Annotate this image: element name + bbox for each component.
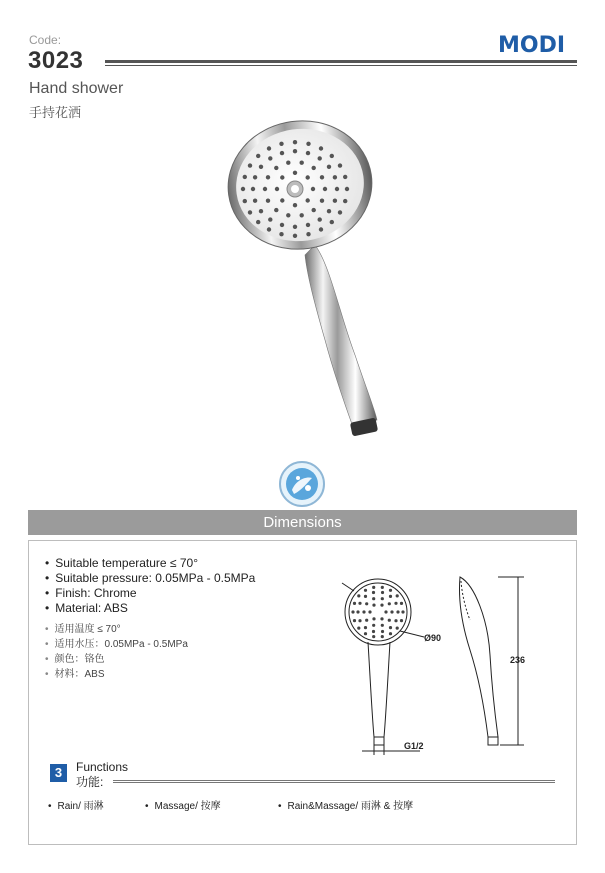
diameter-label: Ø90 — [424, 633, 442, 643]
nozzle-dot — [279, 232, 283, 236]
drawing-nozzle-dot — [401, 610, 404, 613]
spec-item: • Finish: Chrome — [45, 586, 255, 601]
hand-shower-photo — [215, 115, 395, 445]
nozzle-dot — [327, 165, 331, 169]
nozzle-dot — [280, 198, 284, 202]
drawing-nozzle-dot — [372, 624, 375, 627]
drawing-nozzle-dot — [396, 594, 399, 597]
drawing-nozzle-dot — [372, 597, 375, 600]
nozzle-dot — [268, 217, 272, 221]
drawing-nozzle-dot — [381, 591, 384, 594]
drawing-nozzle-dot — [394, 602, 397, 605]
function-item-rain: • Rain/ 雨淋 — [48, 797, 104, 812]
nozzle-dot — [333, 199, 337, 203]
drawing-nozzle-dot — [356, 610, 359, 613]
drawing-nozzle-dot — [372, 617, 375, 620]
nozzle-dot — [267, 146, 271, 150]
nozzle-dot — [274, 166, 278, 170]
drawing-nozzle-dot — [394, 619, 397, 622]
drawing-nozzle-dot — [389, 626, 392, 629]
nozzle-dot — [293, 149, 297, 153]
nozzle-dot — [243, 175, 247, 179]
nozzle-dot — [300, 213, 304, 217]
nozzle-dot — [268, 156, 272, 160]
drawing-nozzle-dot — [364, 626, 367, 629]
nozzle-dot — [311, 187, 315, 191]
function-item-massage: • Massage/ 按摩 — [145, 797, 221, 812]
nozzle-dot — [335, 187, 339, 191]
drawing-nozzle-dot — [381, 597, 384, 600]
nozzle-dot — [306, 151, 310, 155]
drawing-nozzle-dot — [388, 619, 391, 622]
nozzle-dot — [338, 163, 342, 167]
drawing-nozzle-dot — [388, 602, 391, 605]
dimensions-bar: Dimensions — [28, 510, 577, 535]
drawing-nozzle-dot — [357, 627, 360, 630]
nozzle-dot — [306, 232, 310, 236]
nozzle-dot — [293, 203, 297, 207]
drawing-nozzle-dot — [400, 602, 403, 605]
drawing-nozzle-dot — [389, 589, 392, 592]
code-label: Code: — [29, 33, 62, 47]
specs-en-list — [45, 556, 255, 616]
drawing-nozzle-dot — [380, 617, 383, 620]
nozzle-dot — [300, 161, 304, 165]
drawing-nozzle-dot — [390, 610, 393, 613]
title-rule-thin — [105, 65, 577, 66]
drawing-nozzle-dot — [353, 619, 356, 622]
spec-item-cn: • 颜色：铬色 — [45, 652, 188, 667]
brand-logo: MODI — [498, 33, 566, 58]
drawing-nozzle-dot — [396, 627, 399, 630]
spec-item: • Suitable pressure: 0.05MPa - 0.5MPa — [45, 571, 255, 586]
drawing-nozzle-dot — [381, 624, 384, 627]
specs-cn-list — [45, 622, 188, 682]
nozzle-dot — [266, 175, 270, 179]
drawing-nozzle-dot — [358, 619, 361, 622]
spec-item: • Material: ABS — [45, 601, 255, 616]
nozzle-dot — [275, 187, 279, 191]
drawing-nozzle-dot — [353, 602, 356, 605]
nozzle-dot — [330, 220, 334, 224]
nozzle-dot — [338, 210, 342, 214]
nozzle-dot — [241, 187, 245, 191]
water-spray-badge-icon — [278, 460, 326, 508]
nozzle-dot — [280, 151, 284, 155]
nozzle-dot — [312, 166, 316, 170]
nozzle-dot — [343, 199, 347, 203]
nozzle-dot — [345, 187, 349, 191]
nozzle-dot — [330, 154, 334, 158]
nozzle-dot — [286, 213, 290, 217]
nozzle-dot — [266, 199, 270, 203]
nozzle-dot — [256, 220, 260, 224]
nozzle-dot — [248, 163, 252, 167]
functions-rule-thin — [113, 782, 555, 783]
nozzle-dot — [253, 175, 257, 179]
drawing-nozzle-dot — [364, 589, 367, 592]
nozzle-dot — [259, 165, 263, 169]
drawing-nozzle-dot — [368, 610, 371, 613]
nozzle-dot — [306, 175, 310, 179]
thread-label: G1/2 — [404, 741, 424, 751]
nozzle-dot — [293, 225, 297, 229]
nozzle-dot — [267, 227, 271, 231]
length-label: 236 — [510, 655, 526, 665]
drawing-nozzle-dot — [389, 595, 392, 598]
drawing-nozzle-dot — [358, 602, 361, 605]
nozzle-dot — [274, 208, 278, 212]
nozzle-dot — [280, 175, 284, 179]
nozzle-dot — [306, 198, 310, 202]
drawing-nozzle-dot — [351, 610, 354, 613]
drawing-nozzle-dot — [381, 630, 384, 633]
nozzle-dot — [319, 227, 323, 231]
nozzle-dot — [280, 223, 284, 227]
spec-item-cn: • 材料：ABS — [45, 667, 188, 682]
drawing-nozzle-dot — [364, 595, 367, 598]
spec-item: • Suitable temperature ≤ 70° — [45, 556, 255, 571]
spec-item-cn: • 适用水压：0.05MPa - 0.5MPa — [45, 637, 188, 652]
function-item-rain-massage: • Rain&Massage/ 雨淋 & 按摩 — [278, 797, 413, 812]
nozzle-dot — [293, 171, 297, 175]
drawing-nozzle-dot — [384, 610, 387, 613]
nozzle-dot — [306, 223, 310, 227]
nozzle-dot — [251, 187, 255, 191]
drawing-nozzle-dot — [372, 604, 375, 607]
drawing-nozzle-dot — [381, 586, 384, 589]
spec-item-cn: • 适用温度 ≤ 70° — [45, 622, 188, 637]
nozzle-dot — [320, 199, 324, 203]
functions-rule — [113, 780, 555, 781]
nozzle-dot — [306, 142, 310, 146]
functions-count-badge: 3 — [50, 764, 67, 782]
drawing-nozzle-dot — [364, 632, 367, 635]
drawing-nozzle-dot — [389, 632, 392, 635]
drawing-nozzle-dot — [372, 630, 375, 633]
nozzle-dot — [263, 187, 267, 191]
nozzle-dot — [286, 161, 290, 165]
nozzle-dot — [320, 175, 324, 179]
product-name-en: Hand shower — [29, 80, 124, 97]
drawing-nozzle-dot — [380, 604, 383, 607]
drawing-nozzle-dot — [357, 594, 360, 597]
nozzle-dot — [293, 234, 297, 238]
nozzle-dot — [333, 175, 337, 179]
nozzle-dot — [318, 156, 322, 160]
drawing-nozzle-dot — [362, 610, 365, 613]
nozzle-dot — [293, 140, 297, 144]
nozzle-dot — [248, 210, 252, 214]
nozzle-dot — [312, 208, 316, 212]
nozzle-dot — [256, 154, 260, 158]
code-number: 3023 — [28, 47, 84, 74]
nozzle-dot — [323, 187, 327, 191]
drawing-nozzle-dot — [365, 602, 368, 605]
drawing-nozzle-dot — [396, 610, 399, 613]
drawing-nozzle-dot — [372, 591, 375, 594]
nozzle-dot — [327, 209, 331, 213]
nozzle-dot — [243, 199, 247, 203]
nozzle-dot — [259, 209, 263, 213]
drawing-nozzle-dot — [400, 619, 403, 622]
drawing-nozzle-dot — [365, 619, 368, 622]
title-rule — [105, 60, 577, 63]
nozzle-dot — [279, 142, 283, 146]
drawing-nozzle-dot — [381, 635, 384, 638]
functions-title-en: Functions — [76, 760, 129, 774]
product-name-cn: 手持花洒 — [29, 105, 82, 120]
technical-drawing — [340, 565, 540, 755]
drawing-nozzle-dot — [372, 586, 375, 589]
nozzle-dot — [343, 175, 347, 179]
drawing-nozzle-dot — [372, 635, 375, 638]
nozzle-dot — [253, 199, 257, 203]
functions-title-cn: 功能: — [76, 775, 104, 789]
nozzle-dot — [319, 146, 323, 150]
nozzle-dot — [318, 217, 322, 221]
